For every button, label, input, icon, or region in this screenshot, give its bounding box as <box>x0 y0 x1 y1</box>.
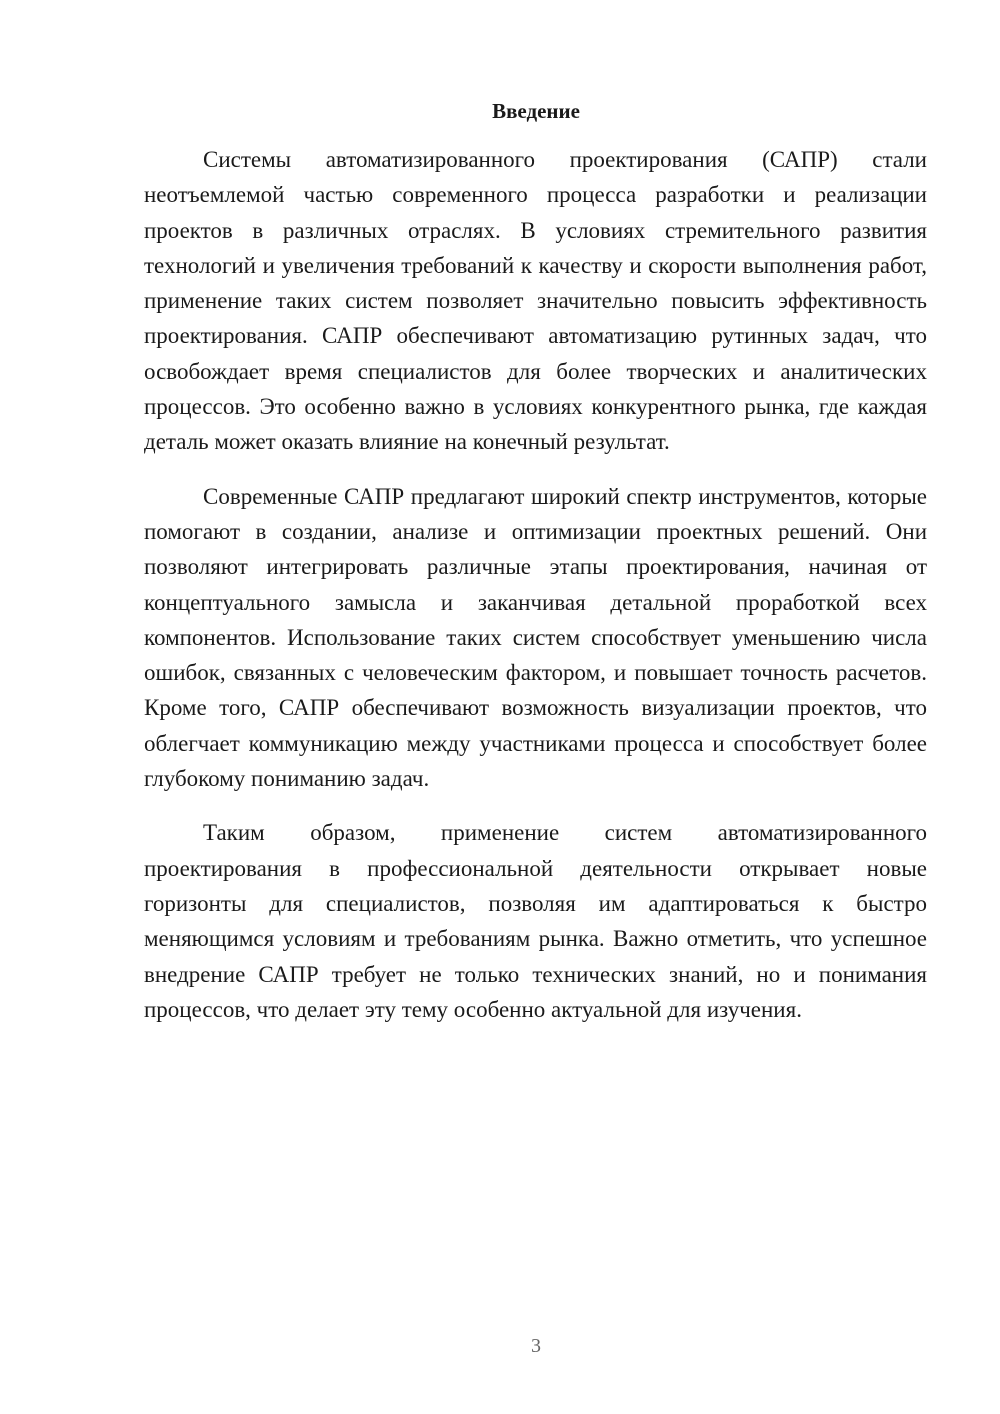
document-body <box>144 142 927 1046</box>
paragraph-2: Современные САПР предлагают широкий спектр инструментов, которые помогают в создании, анализе и оптимизации проектных решений. Они позволяют интегрировать различные этапы проектирования, начиная от концептуального замысла и заканчивая детальной проработкой всех компонентов. Использование таких систем способствует уменьшению числа ошибок, связанных с человеческим фактором, и повышает точность расчетов. Кроме того, САПР обеспечивают возможность визуализации проектов, что облегчает коммуникацию между участниками процесса и способствует более глубокому пониманию задач. <box>144 483 927 792</box>
page-title: Введение <box>492 99 580 123</box>
page-number: 3 <box>531 1335 541 1357</box>
paragraph-3: Таким образом, применение систем автоматизированного проектирования в профессиональной деятельности открывает новые горизонты для специалистов, позволяя им адаптироваться к быстро меняющимся условиям и требованиям рынка. Важно отметить, что успешное внедрение САПР требует не только технических знаний, но и понимания процессов, что делает эту тему особенно актуальной для изучения. <box>144 820 927 1022</box>
paragraph-1: Системы автоматизированного проектирования (САПР) стали неотъемлемой частью современного процесса разработки и реализации проектов в различных отраслях. В условиях стремительного развития технологий и увеличения требований к качеству и скорости выполнения работ, применение таких систем позволяет значительно повысить эффективность проектирования. САПР обеспечивают автоматизацию рутинных задач, что освобождает время специалистов для более творческих и аналитических процессов. Это особенно важно в условиях конкурентного рынка, где каждая деталь может оказать влияние на конечный результат. <box>144 147 927 455</box>
